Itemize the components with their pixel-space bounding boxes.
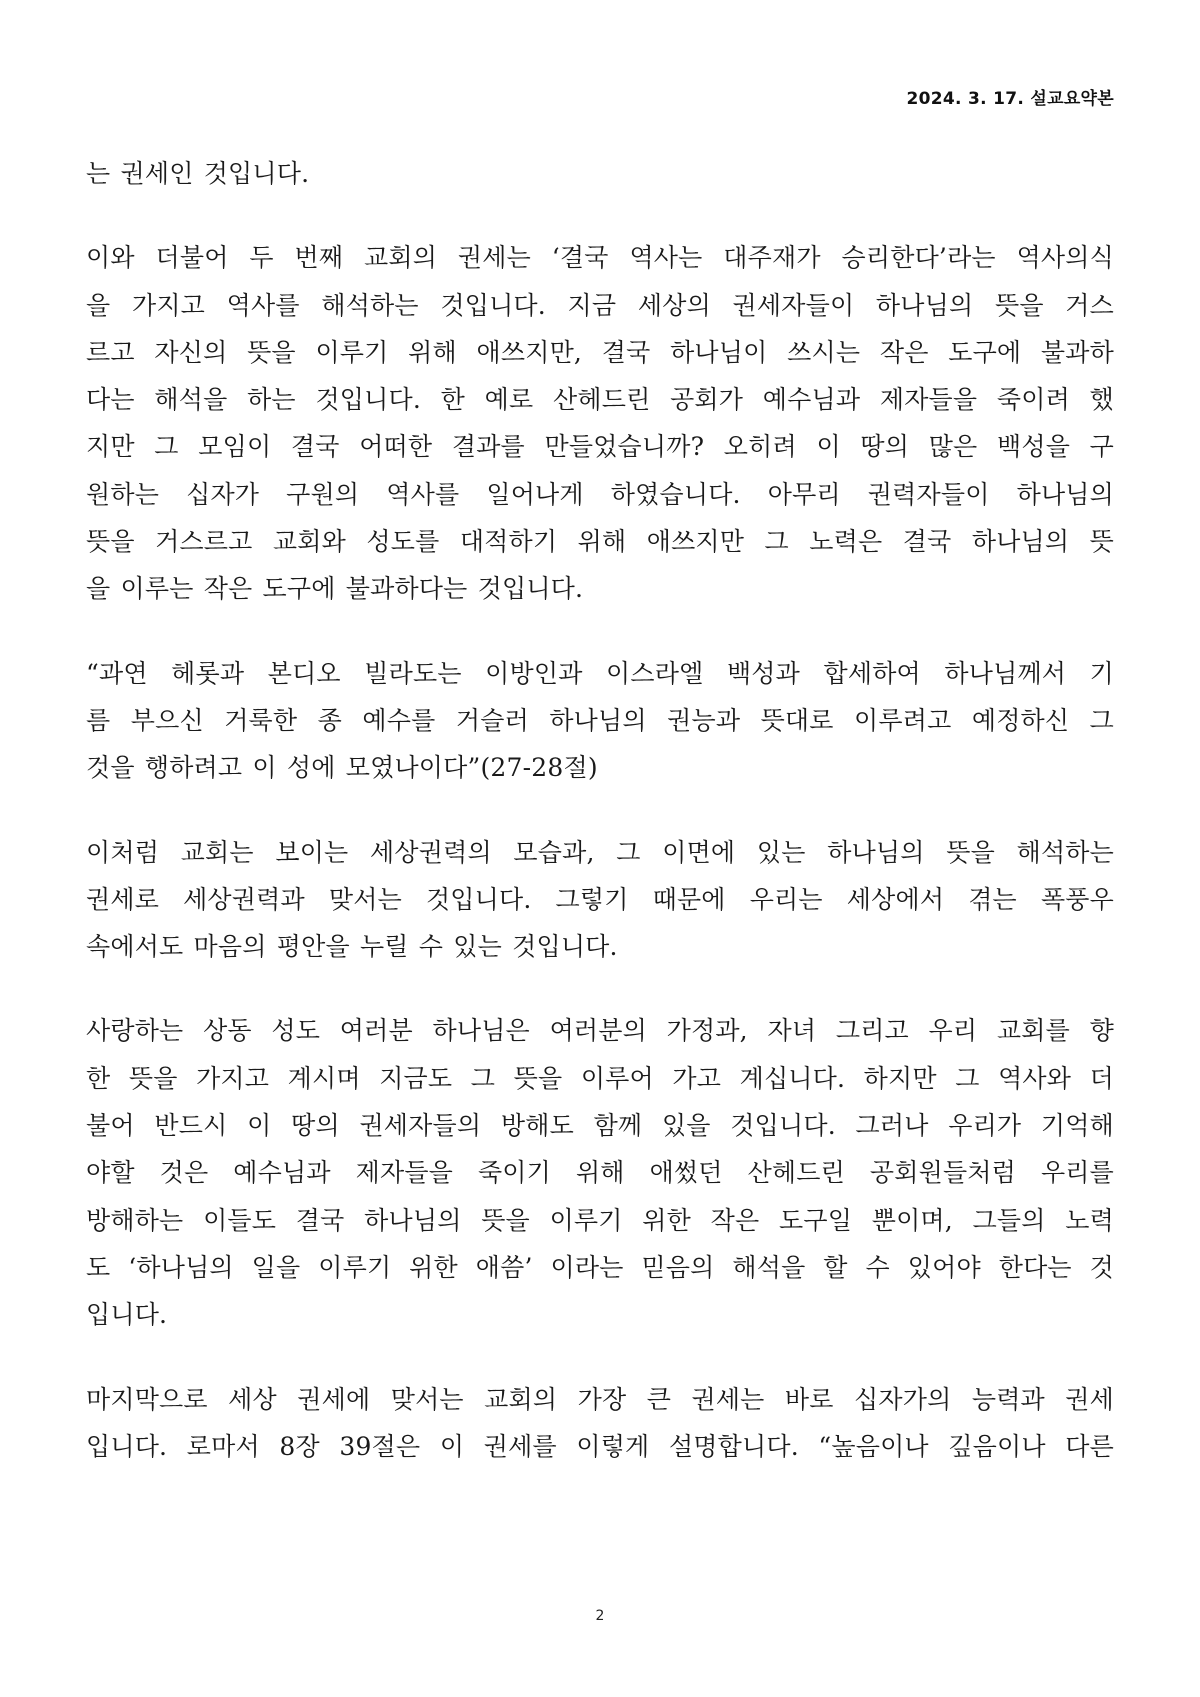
- text-line: 지만 그 모임이 결국 어떠한 결과를 만들었습니까? 오히려 이 땅의 많은 백성을 구: [86, 432, 1114, 462]
- text-line: 도 ‘하나님의 일을 이루기 위한 애씀’ 이라는 믿음의 해석을 할 수 있어야 한다는 것: [86, 1252, 1114, 1282]
- text-line: 입니다. 로마서 8장 39절은 이 권세를 이렇게 설명합니다. “높음이나 깊음이나 다른: [86, 1431, 1114, 1461]
- text-line: 뜻을 거스르고 교회와 성도를 대적하기 위해 애쓰지만 그 노력은 결국 하나님의 뜻: [86, 527, 1114, 557]
- text-line: 름 부으신 거룩한 종 예수를 거슬러 하나님의 권능과 뜻대로 이루려고 예정하신 그: [86, 705, 1114, 735]
- page-number: 2: [595, 1608, 605, 1624]
- text-line: 을 가지고 역사를 해석하는 것입니다. 지금 세상의 권세자들이 하나님의 뜻을 거스: [86, 290, 1114, 320]
- text-line: 불어 반드시 이 땅의 권세자들의 방해도 함께 있을 것입니다. 그러나 우리가 기억해: [86, 1111, 1114, 1141]
- text-line: 사랑하는 상동 성도 여러분 하나님은 여러분의 가정과, 자녀 그리고 우리 교회를 향: [86, 1016, 1114, 1046]
- text-line: 원하는 십자가 구원의 역사를 일어나게 하였습니다. 아무리 권력자들이 하나님의: [86, 479, 1114, 509]
- text-line: 야할 것은 예수님과 제자들을 죽이기 위해 애썼던 산헤드린 공회원들처럼 우리를: [86, 1158, 1114, 1188]
- paragraph-3-quote: [86, 650, 1114, 792]
- paragraph-5: [86, 1007, 1114, 1338]
- text-line: 속에서도 마음의 평안을 누릴 수 있는 것입니다.: [86, 932, 618, 962]
- text-line: 권세로 세상권력과 맞서는 것입니다. 그렇기 때문에 우리는 세상에서 겪는 폭풍우: [86, 884, 1114, 914]
- text-line: 는 권세인 것입니다.: [86, 159, 310, 188]
- text-line: 입니다.: [86, 1300, 168, 1330]
- text-line: 한 뜻을 가지고 계시며 지금도 그 뜻을 이루어 가고 계십니다. 하지만 그 역사와 더: [86, 1063, 1114, 1093]
- sermon-body: [86, 150, 1114, 1507]
- paragraph-1: [86, 150, 1114, 197]
- text-line: “과연 헤롯과 본디오 빌라도는 이방인과 이스라엘 백성과 합세하여 하나님께서 기: [86, 658, 1114, 688]
- text-line: 다는 해석을 하는 것입니다. 한 예로 산헤드린 공회가 예수님과 제자들을 죽이려 했: [86, 385, 1114, 415]
- text-line: 마지막으로 세상 권세에 맞서는 교회의 가장 큰 권세는 바로 십자가의 능력과 권세: [86, 1384, 1114, 1414]
- text-line: 이처럼 교회는 보이는 세상권력의 모습과, 그 이면에 있는 하나님의 뜻을 해석하는: [86, 837, 1114, 867]
- document-header: 2024. 3. 17. 설교요약본: [906, 89, 1114, 109]
- text-line: 방해하는 이들도 결국 하나님의 뜻을 이루기 위한 작은 도구일 뿐이며, 그들의 노력: [86, 1205, 1114, 1235]
- text-line: 이와 더불어 두 번째 교회의 권세는 ‘결국 역사는 대주재가 승리한다’라는 역사의식: [86, 243, 1114, 273]
- paragraph-2: [86, 234, 1114, 612]
- text-line: 것을 행하려고 이 성에 모였나이다”(27-28절): [86, 753, 598, 783]
- paragraph-6: [86, 1376, 1114, 1471]
- text-line: 을 이루는 작은 도구에 불과하다는 것입니다.: [86, 574, 584, 604]
- text-line: 르고 자신의 뜻을 이루기 위해 애쓰지만, 결국 하나님이 쓰시는 작은 도구에 불과하: [86, 337, 1114, 367]
- paragraph-4: [86, 829, 1114, 971]
